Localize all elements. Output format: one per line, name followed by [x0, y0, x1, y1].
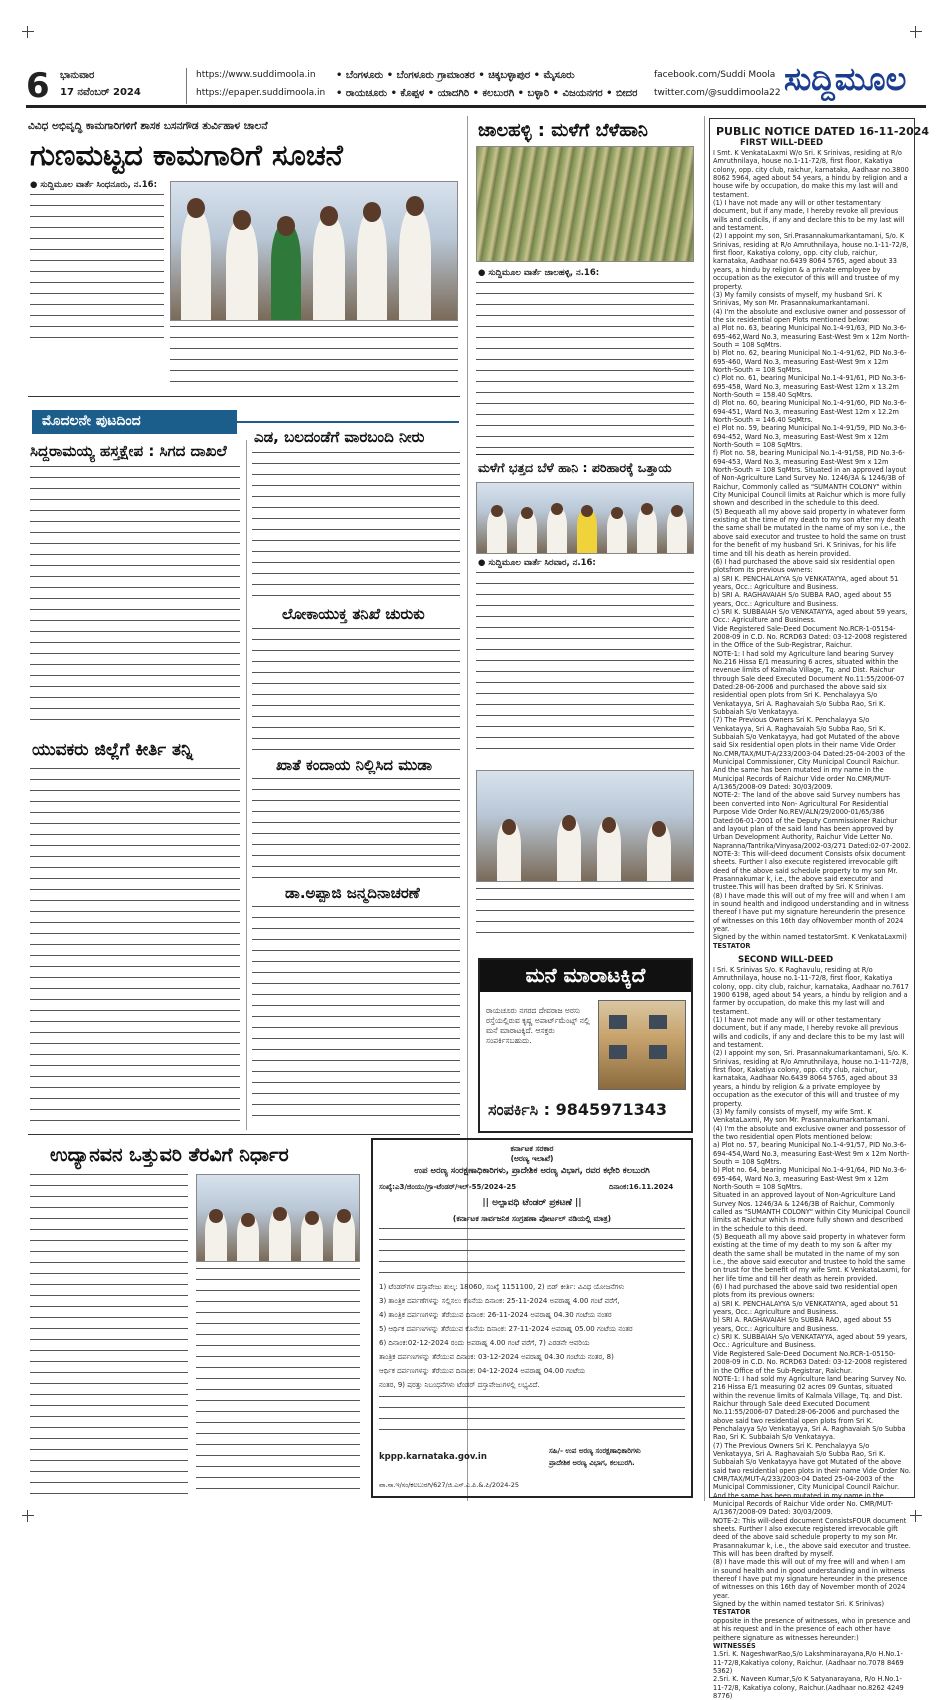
masthead-date: 17 ನವೆಂಬರ್ 2024 — [60, 87, 141, 98]
notice-paragraph: c) Plot no. 61, bearing Municipal No.1-4-91/61, PID No.3-6-695-458, Ward No.3, measuring East-West 12m x 13.2m North-South = 158.40 SqMtrs. — [713, 374, 906, 399]
notice-paragraph: WITNESSES — [713, 1641, 756, 1650]
story-byline: ● ಸುದ್ದಿಮೂಲ ವಾರ್ತೆ ಜಾಲಹಳ್ಳಿ, ನ.16: — [478, 268, 600, 278]
story-text — [30, 768, 240, 1128]
notice-paragraph: (8) I have made this will out of my free will and when I am in sound health and in good understanding and in witness thereof I have put my signature hereunder in the presence of witnesses on this 16th day of November month of 2024 year. — [713, 1558, 908, 1600]
facebook-link[interactable]: facebook.com/Suddi Moola — [654, 70, 776, 80]
notice-paragraph: b) Plot no. 62, bearing Municipal No.1-4-91/62, PID No.3-6-695-460, Ward No.3, measuring East-West 9m x 12m North-South = 108 SqMtrs. — [713, 349, 907, 374]
notice-paragraph: (5) Bequeath all my above said property in whatever form existing at the time of my death to my son & after my death the same shall be mutated in the name of my son i.e., the above said executor and trustee to hold the same on trust for the benefit of my wife Smt. K VenkataLaxmi, for her life time and till her death as herein provided. — [713, 1233, 911, 1283]
registration-mark — [910, 1510, 922, 1522]
tender-body — [379, 1228, 685, 1276]
photo-caption — [476, 888, 694, 940]
tender-dept: (ಅರಣ್ಯ ಇಲಾಖೆ) — [510, 1154, 554, 1163]
second-will-text — [713, 966, 911, 1700]
notice-paragraph: (2) I appoint my son, Sri. Prasannakumarkantamani, S/o. K. Srinivas, residing at R/o Amruthnilaya, house no.1-11-72/8, first floor, Kakatiya colony, opp. city club, raichur, karnataka, Aadhaar No.6439 8064 5765, aged about 33 years, a hindu by religion & a private employee by occupation as the executor of this will and trustee of my property. — [713, 1049, 909, 1108]
tender-ref: ಸಂಖ್ಯೆ:ಎ3/ಜಿಂಯು/ಗ್ರಾ-ಟೆಂಡರ್/ಇಲ್-55/2024-25 — [379, 1183, 517, 1191]
tender-footer: ವಾ.ಸಾ.ಇ/ಸಂ/ಕಲಬುರಗಿ/627/ಜಿ.ಎಸ್.ಎ.ಪಿ.&.ಪಿ/2024-25 — [379, 1481, 520, 1489]
story-text — [252, 906, 460, 1126]
notice-paragraph: (1) I have not made any will or other testamentary document, but if any made, I hereby revoke all previous wills and codicils, if any and declare this to be my last will and testament. — [713, 1016, 905, 1050]
epaper-link[interactable]: https://epaper.suddimoola.in — [196, 88, 326, 98]
notice-paragraph: (5) Bequeath all my above said property in whatever form existing at the time of my death to my son after my death the same shall be mutated in the name of my son i.e., the above said executor and trustee to hold the same on trust for the benefit of my husband Sri. K Srinivas, for his life time and till his death as herein provided. — [713, 507, 906, 558]
registration-mark — [910, 26, 922, 38]
divider — [28, 1134, 460, 1135]
tender-sub: (ಕರ್ನಾಟಕ ಸಾರ್ವಜನಿಕ ಸಂಗ್ರಹಣಾ ಪೋರ್ಟಲ್ ನಡಿಯಲ್ಲಿ ಮಾತ್ರ) — [452, 1214, 612, 1223]
notice-paragraph: NOTE-3: This will-deed document Consists ofsix document sheets. Further I also execute registered irrevocable gift deed of the above said schedule property to my son Mr. Prasannakumar k, i.e., the above said executor and trustee.This will has been drafted by Sri. K Srinivas. — [713, 849, 906, 892]
tender-line: ಆರ್ಥಿಕ ದರ್ಪಣಗಳನ್ನು ತೆರೆಯುವ ದಿನಾಂಕ: 04-12-2024 ಅಪರಾಹ್ನ 04.00 ಗಂಟೆಯ — [379, 1367, 586, 1375]
story-byline: ● ಸುದ್ದಿಮೂಲ ವಾರ್ತೆ ಸಿರವಾರ, ನ.16: — [478, 558, 596, 568]
tender-heading: || ಅಲ್ಪಾವಧಿ ಟೆಂಡರ್ ಪ್ರಕಟಣೆ || — [482, 1198, 582, 1208]
notice-paragraph: opposite in the presence of witnesses, who in presence and at his request and in the presence of each other have peithere signature as witnesses hereunder:) — [713, 1616, 911, 1642]
section-band: ಮೊದಲನೇ ಪುಟದಿಂದ — [32, 410, 237, 434]
column-rule — [246, 440, 247, 1130]
notice-paragraph: a) SRI K. PENCHALAYYA S/o VENKATAYYA, aged about 51 years, Occ.: Agriculture and Business. — [713, 1299, 899, 1317]
divider — [28, 396, 460, 397]
lead-headline: ಗುಣಮಟ್ಟದ ಕಾಮಗಾರಿಗೆ ಸೂಚನೆ — [30, 138, 343, 172]
notice-paragraph: (7) The Previous Owners Sri K. Penchalayya S/o Venkatayya, Sri A. Raghavaiah S/o Subba Rao, Sri K. Subbaiah S/o Venkatayya have got Mutated of the above said two residential open plots in their name Vide Order No. CMR/TAX/MUT-A/233/2003-04 Dated 25-04-2003 of the Municipal Commissioner, City Municipal Council Raichur. And the same has been mutated in my name in the Municipal Records of Raichur Vide order No. CMR/MUT-A/1367/2008-09 Dated: 30/03/2009. — [713, 1441, 911, 1517]
notice-paragraph: Vide Registered Sale-Deed Document No.RCR-1-05154-2008-09 in C.D. No. RCRD63 Dated: 03-12-2008 registered in the Office of the Sub-Registrar, Raichur. — [713, 624, 907, 650]
divider — [476, 454, 694, 455]
notice-paragraph: TESTATOR — [713, 941, 751, 950]
story-headline: ಉದ್ಯಾನವನ ಒತ್ತುವರಿ ತೆರವಿಗೆ ನಿರ್ಧಾರ — [50, 1144, 289, 1166]
story-headline: ಎಡ, ಬಲದಂಡೆಗೆ ವಾರಬಂದಿ ನೀರು — [254, 428, 425, 446]
story-text — [30, 466, 240, 728]
notice-paragraph: Situated in an approved layout of Non-Agriculture Land Survey Nos. 1246/3A & 1246/3B of Raichur, Commonly called as "SUMANTH COLONY" within City Municipal Council limits at Raichur which is more fully shown and described in the schedule to this deed. — [713, 1191, 910, 1233]
notice-paragraph: a) Plot no. 57, bearing Municipal No.1-4-91/57, PID No.3-6-694-454,Ward No.3, measuring East-West 9m x 12m North-South = 108 SqMtrs. — [713, 1141, 910, 1166]
tender-date: ದಿನಾಂಕ:16.11.2024 — [609, 1183, 674, 1191]
story-text — [252, 452, 460, 602]
event-photo — [476, 770, 694, 882]
notice-paragraph: (1) I have not made any will or other testamentary document, but if any made, I hereby revoke all previous wills and codicils, if any and declare this to be my last will and testament. — [713, 199, 905, 233]
classified-ad — [478, 958, 693, 1133]
first-will-heading: FIRST WILL-DEED — [740, 138, 824, 148]
tender-line: ನಂತರ, 9) ಷರತ್ತು ನಿಬಂಧನೆಗಳು ಟೆಂಡರ್ ದಸ್ತಾವೇಜುಗಳಲ್ಲಿ ಲಭ್ಯವಿದೆ. — [379, 1381, 540, 1389]
lead-byline: ● ಸುದ್ದಿಮೂಲ ವಾರ್ತೆ ಸಿಂಧನೂರು, ನ.16: — [30, 180, 157, 190]
notice-paragraph: (7) The Previous Owners Sri K. Penchalayya S/o Venkatayya, Sri A. Raghavaiah S/o Subba Rao, Sri K. Subbaiah S/o Venkatayya, had got Mutated of the above said Six residential open plots in their name Vide Order No.CMR/TAX/MUT-A/233/2003-04 Dated:25-04-2003 of the Municipal Commissioner, City Municipal Council Raichur. And the same has been mutated in my name in the Municipal Records of Raichur Vide order No.CMR/MUT-A/1365/2008-09 Dated: 30/03/2009. — [713, 716, 906, 792]
story-headline: ಲೋಕಾಯುಕ್ತ ತನಿಖೆ ಚುರುಕು — [282, 605, 425, 623]
ad-contact: ಸಂಪರ್ಕಿಸಿ : 9845971343 — [488, 1100, 667, 1119]
tender-gov: ಕರ್ನಾಟಕ ಸರಕಾರ — [510, 1144, 554, 1153]
tender-notice — [371, 1138, 693, 1498]
tender-line: 3) ತಾಂತ್ರಿಕ ದರ್ಪಣೆಗಳನ್ನು ಸಲ್ಲಿಸಲು ಕೊನೆಯ ದಿನಾಂಕ: 25-11-2024 ಅಪರಾಹ್ನ 4.00 ಗಂಟೆ ವರೆಗೆ, — [379, 1297, 620, 1305]
notice-paragraph: (4) I'm the absolute and exclusive owner and possessor of the two residential open Plots mentioned below: — [713, 1124, 906, 1141]
notice-paragraph: b) SRI A. RAGHAVAIAH S/o SUBBA RAO, aged about 55 years, Occ.: Agriculture and Business. — [713, 1316, 892, 1333]
notice-paragraph: (6) I had purchased the above said six residential open plotsfrom its previous owners: — [713, 557, 895, 575]
public-notice-title: PUBLIC NOTICE DATED 16-11-2024 — [716, 125, 930, 138]
lead-photo — [170, 181, 458, 321]
notice-paragraph: (3) My family consists of myself, my husband Sri. K Srinivas, My son Mr. Prasannakumarkantamani. — [713, 290, 882, 308]
story-text — [252, 778, 460, 880]
notice-paragraph: 1.Sri. K. NageshwarRao,S/o Lakshminarayana,R/o H.No.1-11-72/8,Kakatiya colony, Raichur. (Aadhaar no.7078 8469 5362) — [713, 1650, 904, 1675]
notice-paragraph: c) SRI K. SUBBAIAH S/o VENKATAYYA, aged about 59 years, Occ.: Agriculture and Business. — [713, 1333, 908, 1350]
lead-story-text — [30, 194, 164, 344]
notice-paragraph: TESTATOR — [713, 1608, 751, 1617]
crop-damage-photo — [476, 146, 694, 262]
notice-paragraph: Signed by the within named testatorSmt. K VenkataLaxmi) — [713, 933, 907, 942]
story-text — [476, 572, 694, 758]
registration-mark — [22, 1510, 34, 1522]
notice-paragraph: e) Plot no. 59, bearing Municipal No.1-4-91/59, PID No.3-6-694-452, Ward No.3, measuring East-West 9m x 12m North-South = 108 SqMtrs. — [713, 424, 907, 450]
masthead-day: ಭಾನುವಾರ — [60, 70, 95, 81]
second-will-heading: SECOND WILL-DEED — [738, 955, 834, 965]
notice-paragraph: (3) My family consists of myself, my wife Smt. K VenkataLaxmi, My son Mr. Prasannakumarkantamani. — [713, 1107, 890, 1125]
tender-signature: ಸಹಿ/- ಉಪ ಅರಣ್ಯ ಸಂರಕ್ಷಣಾಧಿಕಾರಿಗಳು — [549, 1447, 641, 1455]
notice-paragraph: c) SRI K. SUBBAIAH S/o VENKATAYYA, aged about 59 years, Occ.: Agriculture and Business. — [713, 607, 908, 625]
masthead-divider — [186, 68, 187, 104]
story-headline: ಯುವಕರು ಜಿಲ್ಲೆಗೆ ಕೀರ್ತಿ ತನ್ನಿ — [32, 740, 193, 760]
story-text — [252, 628, 460, 752]
notice-paragraph: 2.Sri. K. Naveen Kumar,S/o K Satyanarayana, R/o H.No.1-11-72/8, Kakatiya colony, Raichur.(Aadhaar no.8262 4249 8776) — [713, 1675, 904, 1700]
tender-line: 4) ತಾಂತ್ರಿಕ ದರ್ಪಣಗಳನ್ನು ತೆರೆಯುವ ದಿನಾಂಕ: 26-11-2024 ಅಪರಾಹ್ನ 04.30 ಗಂಟೆಯ ನಂತರ — [379, 1311, 612, 1319]
story-text — [30, 1174, 188, 1496]
tender-line: 5) ಆರ್ಥಿಕ ದರ್ಪಣಗಳನ್ನು ತೆರೆಯುವ ಕೊನೆಯ ದಿನಾಂಕ: 27-11-2024 ಅಪರಾಹ್ನ 05.00 ಗಂಟೆಯ ನಂತರ — [379, 1325, 633, 1333]
notice-paragraph: NOTE-2: This will-deed document ConsistsFOUR document sheets. Further I also execute registered irrevocable gift deed of the above said schedule property to my son Mr. Prasannakumar k, i.e., the above said executor and trustee. This will has been drafted by myself. — [713, 1516, 911, 1559]
story-text — [476, 282, 694, 450]
column-rule — [704, 116, 705, 1501]
story-headline: ಜಾಲಹಳ್ಳಿ : ಮಳೆಗೆ ಬೆಳೆಹಾನಿ — [478, 120, 648, 141]
story-text — [196, 1268, 360, 1496]
tender-link[interactable]: kppp.karnataka.gov.in — [379, 1452, 487, 1462]
masthead — [26, 60, 926, 108]
notice-paragraph: f) Plot no. 58, bearing Municipal No.1-4-91/58, PID No.3-6-694-453, Ward No.3, measuring East-West 9m x 12m North-South = 108 SqMtrs. Situated in an approved layout of Non-Agriculture Land Survey No. 1246/3A & 1246/3B of Raichur, Commonly called as "SUMANTH COLONY" within City Municipal Council limits at Raichur which is more fully shown and described in the schedule to this deed. — [713, 449, 907, 508]
notice-paragraph: NOTE-1: I had sold my Agriculture land bearing Survey No. 216 Hissa E/1 measuring 02 acres 09 Guntas, situated within the revenue limits of Kalmala Village, Tq. and Dist. Raichur through Sale deed Executed Document No.11:55/2006-07 Dated:28-06-2006 and purchased the above said two residential open plots from Sri K. Penchalayya S/o Venkatayya, Sri A. Raghavaiah S/o Subba Rao, Sri K. Subbaiah S/o Venkatayya. — [713, 1374, 907, 1442]
notice-paragraph: (6) I had purchased the above said two residential open plots from its previous owners: — [713, 1283, 898, 1300]
edition-cities-row-2: • ರಾಯಚೂರು • ಕೊಪ್ಪಳ • ಯಾದಗಿರಿ • ಕಲಬುರಗಿ • ಬಳ್ಳಾರಿ • ವಿಜಯನಗರ • ಬೀದರ — [336, 88, 638, 99]
tender-line: ತಾಂತ್ರಿಕ ದರ್ಪಣಗಳನ್ನು ತೆರೆಯುವ ದಿನಾಂಕ: 03-12-2024 ಅಪರಾಹ್ನ 04.30 ಗಂಟೆಯ ನಂತರ, 8) — [379, 1353, 614, 1361]
ad-text: ರಾಯಚೂರು ನಗರದ ದೇವರಾಜ ಅರಸು ರಸ್ತೆಯಲ್ಲಿರುವ ಕೃಷ್ಣ ಅಪಾರ್ಟ್‌ಮೆಂಟ್ಸ್ ನಲ್ಲಿ ಮನೆ ಮಾರಾಟಕ್ಕಿದೆ. ಆಸಕ್ತರು ಸಂಪರ್ಕಿಸಬಹುದು. — [486, 1006, 590, 1045]
page-number: 6 — [26, 66, 50, 106]
notice-paragraph: b) Plot no. 64, bearing Municipal No.1-4-91/64, PID No.3-6-695-464, Ward No.3, measuring East-West 9m x 12m North-South = 108 SqMtrs. — [713, 1166, 907, 1191]
tender-office: ಉಪ ಅರಣ್ಯ ಸಂರಕ್ಷಣಾಧಿಕಾರಿಗಳು, ಪ್ರಾದೇಶಿಕ ಅರಣ್ಯ ವಿಭಾಗ, ರವರ ಕಛೇರಿ ಕಲಬುರಗಿ — [414, 1166, 650, 1176]
story-headline: ಡಾ.ಅಪ್ಪಾಜಿ ಜನ್ಮದಿನಾಚರಣೆ — [285, 884, 420, 902]
registration-mark — [22, 26, 34, 38]
meeting-photo — [196, 1174, 360, 1262]
notice-paragraph: (4) I'm the absolute and exclusive owner and possessor of the six residential open Plots mentioned below: — [713, 307, 906, 324]
notice-paragraph: d) Plot no. 60, bearing Municipal No.1-4-91/60, PID No.3-6-694-451, Ward No.3, measuring East-West 12m x 12.2m North-South = 146.40 SqMtrs. — [713, 399, 907, 424]
notice-paragraph: I Smt. K VenkataLaxmi W/o Sri. K Srinivas, residing at R/o Amruthnilaya, house no.1-11-72/8, first floor, Kakatiya colony, opp. city club, raichur, karnataka, Aadhaar no.3800 8062 5964, aged about 54 years, a hindu by religion and a house wife by occupation, do make this my last will and testament. — [713, 149, 909, 199]
ad-title: ಮನೆ ಮಾರಾಟಕ್ಕಿದೆ — [480, 960, 691, 992]
newspaper-logo: ಸುದ್ದಿಮೂಲ — [784, 60, 907, 98]
first-will-text — [713, 149, 911, 951]
farmers-photo — [476, 482, 694, 554]
lead-continuation-text — [170, 326, 458, 382]
tender-line: 6) ದಿನಾಂಕ:02-12-2024 ರಂದು ಅಪರಾಹ್ನ 4.00 ಗಂಟೆ ವರೆಗೆ, 7) ಎರಡನೇ ಆವರಿಯ — [379, 1339, 590, 1347]
notice-paragraph: a) SRI K. PENCHALAYYA S/o VENKATAYYA, aged about 51 years, Occ.: Agriculture and Business. — [713, 574, 899, 591]
story-headline: ಮಳೆಗೆ ಭತ್ತದ ಬೆಳೆ ಹಾನಿ : ಪರಿಹಾರಕ್ಕೆ ಒತ್ತಾಯ — [478, 460, 672, 475]
tender-line: 1) ಟೆಂಡರ್‌ಗಳ ದಸ್ತಾವೇಜು ಶುಲ್ಕ: 18060, ಸಂಖ್ಯೆ 1151100, 2) ಬಿಡ್ ಕೀರ್ತಿ: ವಿವಿಧ ಯೋಜನೆಗಳು — [379, 1283, 625, 1291]
section-band-line — [237, 421, 459, 423]
website-link[interactable]: https://www.suddimoola.in — [196, 70, 316, 80]
tender-signature-office: ಪ್ರಾದೇಶಿಕ ಅರಣ್ಯ ವಿಭಾಗ, ಕಲಬುರಗಿ. — [549, 1459, 635, 1467]
notice-paragraph: (2) I appoint my son, Sri.Prasannakumarkantamani, S/o. K Srinivas, residing at R/o Amruthnilaya, house no.1-11-72/8, first floor, Kakatiya colony, opp. city club, raichur, karnataka, Aadhaar no.6439 8064 5765, aged about 33 years, a hindu by religion & a private employee by occupation as the executor of this will and trustee of my property. — [713, 232, 909, 291]
notice-paragraph: a) Plot no. 63, bearing Municipal No.1-4-91/63, PID No.3-6-695-462,Ward No.3, measuring East-West 9m x 12m North-South = 108 SqMtrs. — [713, 324, 910, 349]
story-headline: ಸಿದ್ದರಾಮಯ್ಯ ಹಸ್ತಕ್ಷೇಪ : ಸಿಗದ ದಾಖಲೆ — [30, 442, 227, 460]
notice-paragraph: (8) I have made this will out of my free will and when I am in sound health and indigood understanding and in witness thereof I have put my signature hereunderin the presence of witnesses on this 16th day ofNovember month of 2024 year. — [713, 891, 909, 933]
edition-cities-row-1: • ಬೆಂಗಳೂರು • ಬೆಂಗಳೂರು ಗ್ರಾಮಾಂತರ • ಚಿಕ್ಕಬಳ್ಳಾಪುರ • ಮೈಸೂರು — [336, 70, 575, 81]
notice-paragraph: b) SRI A. RAGHAVAIAH S/o SUBBA RAO, aged about 55 years, Occ.: Agriculture and Business. — [713, 591, 892, 608]
house-photo — [598, 1000, 686, 1090]
notice-paragraph: NOTE-1: I had sold my Agriculture land bearing Survey No.216 Hissa E/1 measuring 6 acres, situated within the revenue limits of Kalmala Village, Tq. and Dist. Raichur through Sale deed Executed Document No.11:55/2006-07 Dated:28-06-2006 and purchased the above said six residential open plots from Sri K. Penchalayya S/o Venkatayya, Sri A. Raghavaiah S/o Subba Rao, Sri K. Subbaiah S/o Venkatayya. — [713, 649, 905, 717]
twitter-link[interactable]: twitter.com/@suddimoola22 — [654, 88, 781, 98]
notice-paragraph: Vide Registered Sale-Deed Document No.RCR-1-05150-2008-09 in C.D. No. RCRD63 Dated: 03-12-2008 registered in the Office of the Sub-Registrar, Raichur. — [713, 1349, 907, 1375]
tender-body — [379, 1396, 685, 1440]
notice-paragraph: I Sri. K Srinivas S/o. K Raghavulu, residing at R/o Amruthnilaya, house no.1-11-72/8, first floor, Kakatiya colony, opp. city club, raichur, karnataka, Aadhaar no.7617 1900 6198, aged about 54 years, a hindu by religion and a farmer by occupation, do make this my last will and testament. — [713, 966, 909, 1016]
notice-paragraph: Signed by the within named testator Sri. K Srinivas) — [713, 1600, 885, 1609]
lead-kicker: ವಿವಿಧ ಅಭಿವೃದ್ಧಿ ಕಾಮಗಾರಿಗಳಿಗೆ ಶಾಸಕ ಬಸನಗೌಡ ತುರ್ವಿಹಾಳ ಚಾಲನೆ — [28, 120, 268, 132]
story-headline: ಖಾತೆ ಕಂದಾಯ ನಿಲ್ಲಿಸಿದ ಮುಡಾ — [276, 756, 433, 774]
notice-paragraph: NOTE-2: The land of the above said Survey numbers has been converted into Non- Agricultural For Residential Purpose Vide Order No.REV/ALN/29/2000-01/65/386 Dated:06-01-2001 of the Deputy Commissioner Raichur and layout plan of the said land has been approved by Urban Development Authority, Raichur Vide Letter No. Napranna/Tantrika/Vinyasa/2002-03/271 Dated:02-07-2002. — [713, 791, 911, 850]
